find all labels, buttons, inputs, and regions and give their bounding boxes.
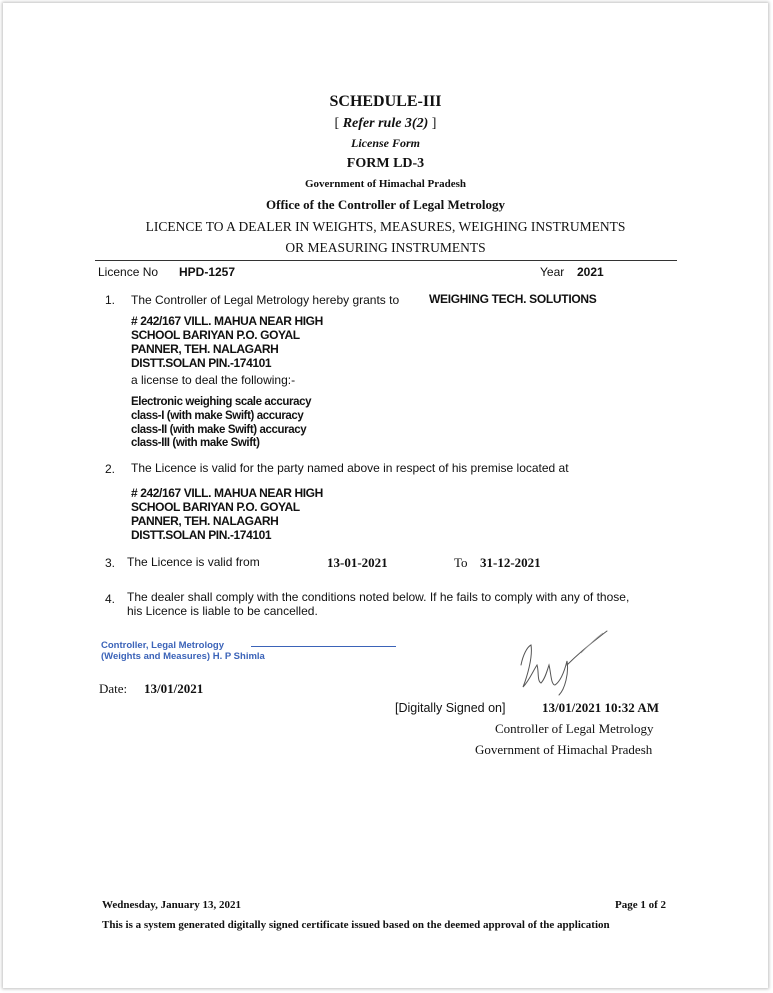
- stamp-line1: Controller, Legal Metrology: [101, 640, 224, 651]
- address-line: DISTT.SOLAN PIN.-174101: [131, 528, 272, 542]
- licensed-item: class-II (with make Swift) accuracy: [131, 423, 307, 436]
- year-label: Year: [540, 265, 565, 279]
- schedule-title: SCHEDULE-III: [329, 93, 442, 110]
- year-value: 2021: [577, 265, 604, 279]
- form-number: FORM LD-3: [346, 156, 425, 171]
- deal-text: a license to deal the following:-: [131, 373, 296, 387]
- address-line: SCHOOL BARIYAN P.O. GOYAL: [131, 328, 300, 342]
- handwritten-signature: [511, 625, 631, 697]
- clause4-line1: The dealer shall comply with the conditions noted below. If he fails to comply with any of those,: [127, 590, 630, 604]
- licensed-items: [131, 396, 311, 451]
- official-stamp: [101, 640, 265, 662]
- header-divider: [95, 260, 677, 261]
- licensed-item: Electronic weighing scale accuracy: [131, 396, 312, 408]
- footer-date: Wednesday, January 13, 2021: [102, 899, 242, 911]
- header-government: Government of Himachal Pradesh: [304, 178, 466, 190]
- licence-title-line2: OR MEASURING INSTRUMENTS: [285, 240, 486, 255]
- licence-title-line1: LICENCE TO A DEALER IN WEIGHTS, MEASURES, WEIGHING INSTRUMENTS: [145, 219, 626, 234]
- clause2-text: The Licence is valid for the party named above in respect of his premise located at: [131, 461, 569, 475]
- licence-no-value: HPD-1257: [179, 265, 236, 279]
- licensed-item: class-III (with make Swift): [131, 437, 260, 450]
- clause3-number: 3.: [105, 556, 116, 570]
- clause1-number: 1.: [105, 293, 116, 307]
- rule-reference: [ Refer rule 3(2) ]: [334, 116, 437, 131]
- digitally-signed-label: [Digitally Signed on]: [395, 701, 506, 715]
- signatory-designation: Controller of Legal Metrology: [495, 721, 654, 736]
- address-line: DISTT.SOLAN PIN.-174101: [131, 356, 272, 370]
- footer-page-number: Page 1 of 2: [615, 899, 667, 911]
- clause2-number: 2.: [105, 462, 116, 476]
- premise-address: [131, 486, 323, 542]
- date-label: Date:: [99, 681, 128, 696]
- address-line: # 242/167 VILL. MAHUA NEAR HIGH: [131, 486, 323, 500]
- address-line: # 242/167 VILL. MAHUA NEAR HIGH: [131, 314, 323, 328]
- grantee-name: WEIGHING TECH. SOLUTIONS: [429, 292, 597, 306]
- valid-to-date: 31-12-2021: [480, 555, 541, 570]
- clause1-text: The Controller of Legal Metrology hereby grants to: [131, 293, 400, 307]
- licensed-item: class-I (with make Swift) accuracy: [131, 409, 304, 422]
- address-line: SCHOOL BARIYAN P.O. GOYAL: [131, 500, 300, 514]
- stamp-underline: [251, 646, 396, 647]
- address-line: PANNER, TEH. NALAGARH: [131, 342, 279, 356]
- rule-reference-text: Refer rule 3(2): [342, 116, 429, 131]
- address-line: PANNER, TEH. NALAGARH: [131, 514, 279, 528]
- form-label: License Form: [351, 136, 420, 150]
- clause4-number: 4.: [105, 592, 116, 606]
- footer-note: This is a system generated digitally signed certificate issued based on the deemed approval of the application: [102, 919, 610, 931]
- licence-no-label: Licence No: [98, 265, 159, 279]
- valid-from-date: 13-01-2021: [327, 555, 388, 570]
- clause4-line2: his Licence is liable to be cancelled.: [127, 604, 318, 618]
- clause3-text: The Licence is valid from: [127, 555, 260, 569]
- document-page: [3, 3, 768, 988]
- digitally-signed-value: 13/01/2021 10:32 AM: [542, 700, 659, 715]
- signatory-government: Government of Himachal Pradesh: [475, 742, 653, 757]
- grantee-address: [131, 314, 323, 370]
- valid-to-label: To: [454, 555, 468, 570]
- stamp-line2: (Weights and Measures) H. P Shimla: [101, 651, 265, 662]
- office-name: Office of the Controller of Legal Metrology: [266, 197, 505, 212]
- date-value: 13/01/2021: [144, 681, 204, 696]
